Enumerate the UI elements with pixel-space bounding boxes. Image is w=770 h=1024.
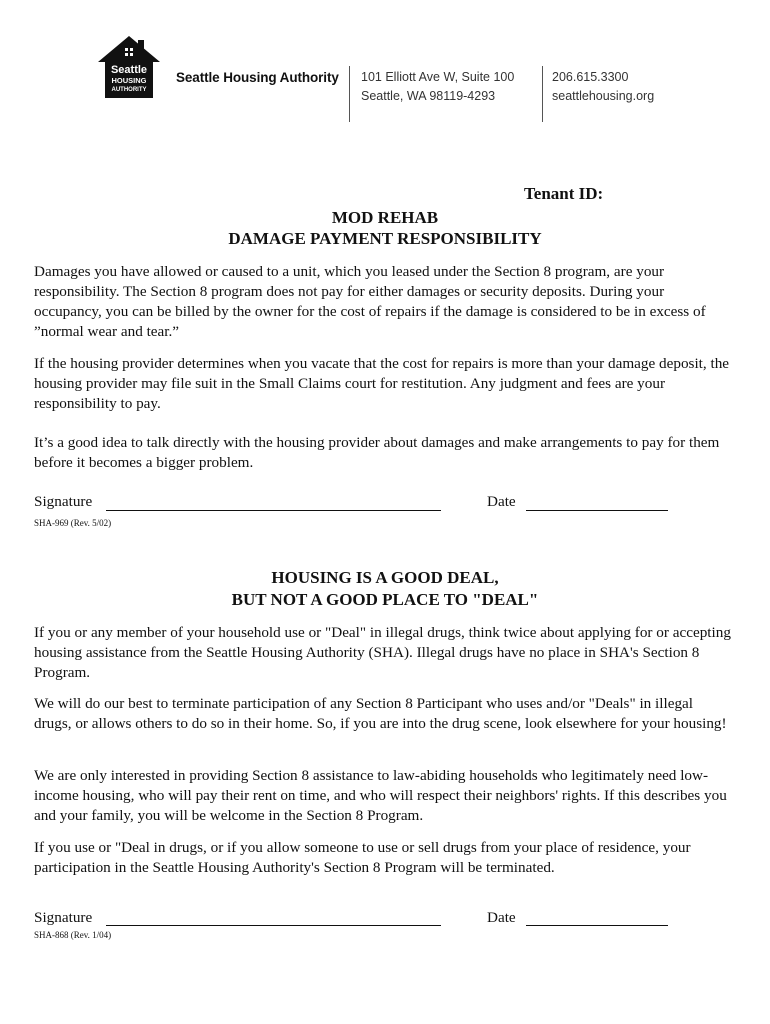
- header-divider-2: [542, 66, 543, 122]
- section2-form-code: SHA-868 (Rev. 1/04): [34, 930, 112, 940]
- section2-signature-label: Signature: [34, 909, 93, 926]
- section1-date-line[interactable]: [526, 510, 668, 511]
- header-divider-1: [349, 66, 350, 122]
- section1-date-label: Date: [487, 493, 516, 510]
- section1-form-code: SHA-969 (Rev. 5/02): [34, 518, 112, 528]
- section1-title-line1: MOD REHAB: [331, 208, 439, 227]
- address-line-1: 101 Elliott Ave W, Suite 100: [361, 70, 515, 84]
- logo-text-2: HOUSING: [111, 76, 147, 85]
- section1-paragraph-1: Damages you have allowed or caused to a unit, which you leased under the Section 8 program, are your responsibility. The Section 8 program does not pay for either damages or security deposits. During your occupancy, you can be billed by the owner for the cost of repairs if the damage is considered to be in excess of ”normal wear and tear.”: [34, 263, 706, 340]
- section1-paragraph-3: It’s a good idea to talk directly with the housing provider about damages and make arrangements to pay for them before it becomes a bigger problem.: [34, 434, 720, 471]
- logo-text-1: Seattle: [110, 64, 148, 76]
- address-line-2: Seattle, WA 98119-4293: [361, 89, 496, 103]
- section1-title-line2: DAMAGE PAYMENT RESPONSIBILITY: [228, 229, 542, 248]
- phone-number: 206.615.3300: [552, 70, 629, 84]
- section2-signature-line[interactable]: [106, 925, 441, 926]
- section2-title-line1: HOUSING IS A GOOD DEAL,: [271, 568, 499, 587]
- section2-paragraph-2: We will do our best to terminate participation of any Section 8 Participant who uses and/or "Deals" in illegal drugs, or allows others to do so in their home. So, if you are into the drug scene, look elsewhere for your housing!: [34, 695, 727, 732]
- section2-date-line[interactable]: [526, 925, 668, 926]
- section2-paragraph-1: If you or any member of your household use or "Deal" in illegal drugs, think twice about applying for or accepting housing assistance from the Seattle Housing Authority (SHA). Illegal drugs have no place in SHA's Section 8 Program.: [34, 624, 731, 681]
- contact-block: [552, 68, 654, 106]
- section1-paragraph-2: If the housing provider determines when you vacate that the cost for repairs is more than your damage deposit, the housing provider may file suit in the Small Claims court for restitution. Any judgment and fees are your responsibility to pay.: [34, 355, 730, 412]
- tenant-id-label: Tenant ID:: [524, 184, 604, 203]
- section1-signature-line[interactable]: [106, 510, 441, 511]
- logo-text-3: AUTHORITY: [111, 87, 147, 93]
- section1-signature-label: Signature: [34, 493, 93, 510]
- sha-logo: [96, 34, 162, 100]
- section2-title-line2: BUT NOT A GOOD PLACE TO "DEAL": [231, 590, 539, 609]
- section2-paragraph-3: We are only interested in providing Section 8 assistance to law-abiding households who legitimately need low-income housing, who will pay their rent on time, and who will respect their neighbors' rights. If this describes you and your family, you will be welcome in the Section 8 Program.: [34, 767, 727, 824]
- section2-date-label: Date: [487, 909, 516, 926]
- section2-paragraph-4: If you use or "Deal in drugs, or if you allow someone to use or sell drugs from your place of residence, your participation in the Seattle Housing Authority's Section 8 Program will be terminated.: [34, 839, 691, 876]
- website-link[interactable]: seattlehousing.org: [552, 89, 655, 103]
- org-name: Seattle Housing Authority: [176, 70, 339, 85]
- address-block: [361, 68, 514, 106]
